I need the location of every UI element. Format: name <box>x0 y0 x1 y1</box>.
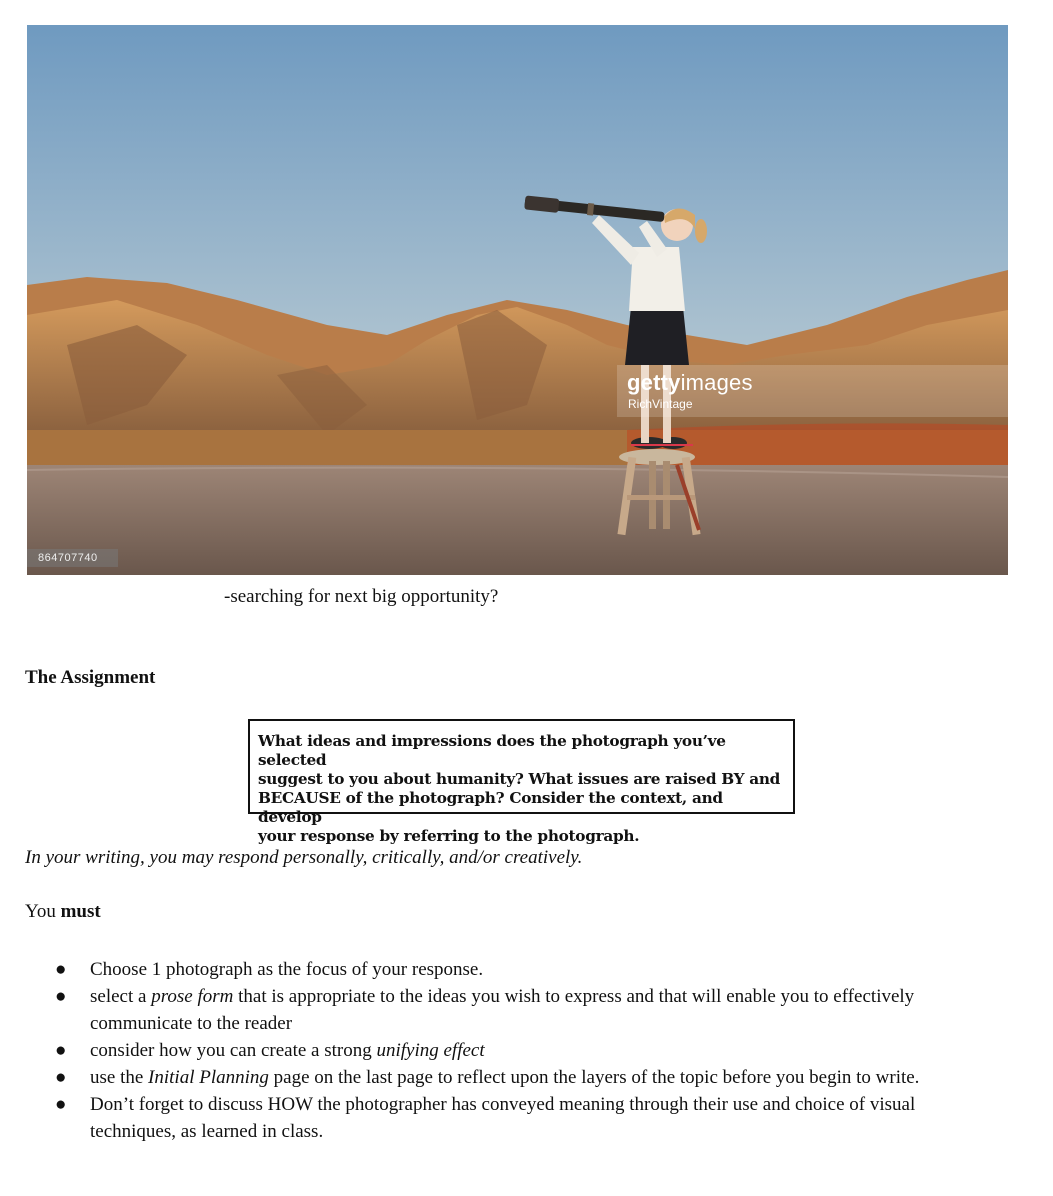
photo-illustration <box>27 25 1008 575</box>
bullet-icon: ● <box>55 1040 67 1061</box>
section-heading: The Assignment <box>25 667 156 688</box>
list-item: ● Choose 1 photograph as the focus of your response. <box>55 956 985 983</box>
list-item: ● use the Initial Planning page on the last page to reflect upon the layers of the topic before you begin to write. <box>55 1064 985 1091</box>
prompt-line: your response by referring to the photograph. <box>258 827 640 845</box>
prompt-line: What ideas and impressions does the photograph you’ve selected <box>258 732 726 769</box>
bullet-icon: ● <box>55 1067 67 1088</box>
must-intro: You must <box>25 901 101 922</box>
list-item: ● consider how you can create a strong unifying effect <box>55 1037 985 1064</box>
watermark-logo: gettyimages <box>627 370 753 395</box>
list-item: ● Don’t forget to discuss HOW the photographer has conveyed meaning through their use and choice of visual techniques, as learned in class. <box>55 1091 985 1145</box>
requirements-list <box>55 956 985 1145</box>
list-item: ● select a prose form that is appropriate to the ideas you wish to express and that will enable you to effectively communicate to the reader <box>55 983 985 1037</box>
bullet-icon: ● <box>55 959 67 980</box>
stock-id-label: 864707740 <box>27 549 118 567</box>
prompt-line: BECAUSE of the photograph? Consider the context, and develop <box>258 789 723 826</box>
photo-caption: -searching for next big opportunity? <box>224 586 499 607</box>
stock-photo <box>27 25 1008 575</box>
response-modes-text: In your writing, you may respond personally, critically, and/or creatively. <box>25 847 583 868</box>
bullet-icon: ● <box>55 1094 67 1115</box>
watermark <box>617 365 1008 417</box>
watermark-credit: RichVintage <box>628 397 693 411</box>
bullet-icon: ● <box>55 986 67 1007</box>
prompt-line: suggest to you about humanity? What issues are raised BY and <box>258 770 781 788</box>
assignment-prompt-box <box>248 719 795 845</box>
